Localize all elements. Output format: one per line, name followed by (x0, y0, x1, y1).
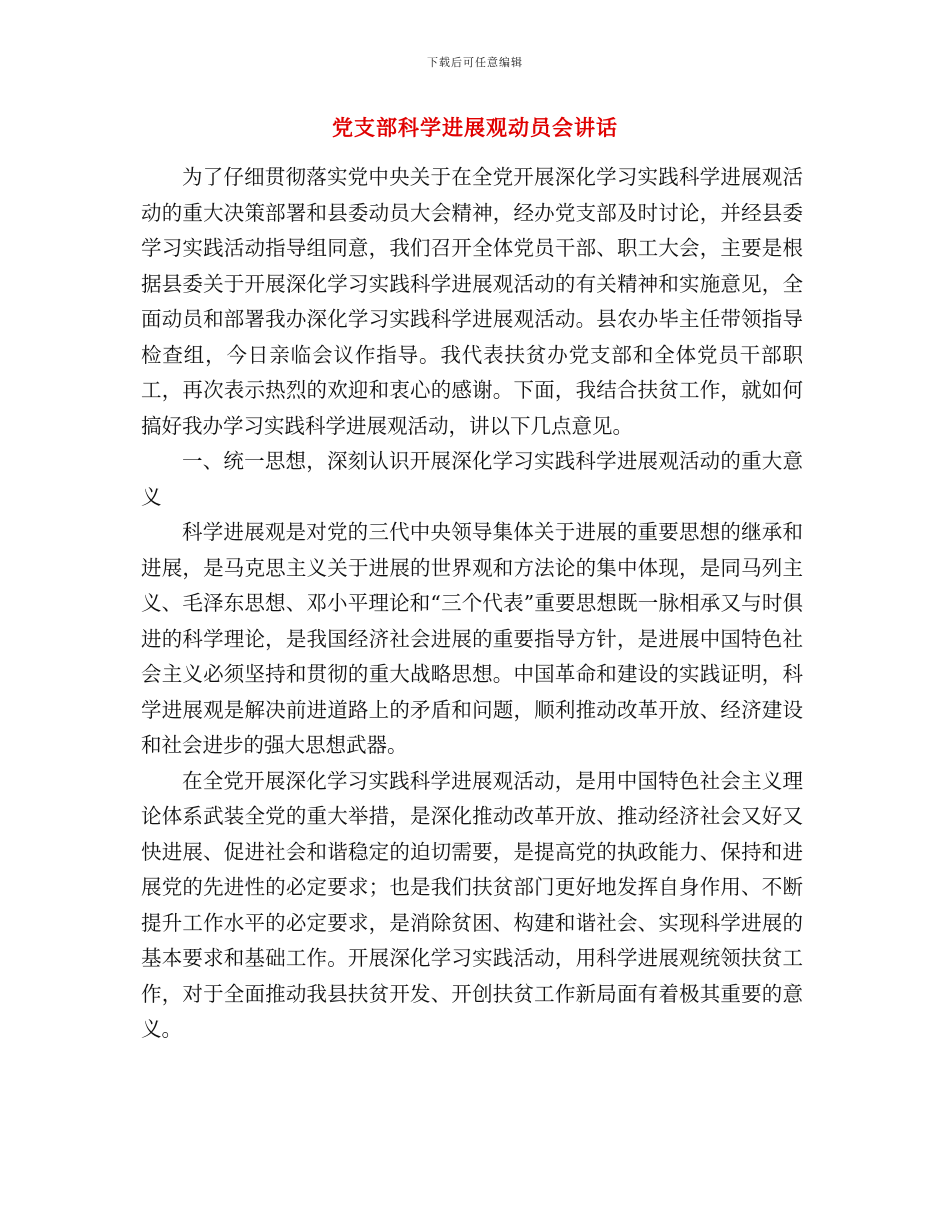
paragraph-scientific-outlook: 科学进展观是对党的三代中央领导集体关于进展的重要思想的继承和进展，是马克思主义关于进展的世界观和方法论的集中体现，是同马列主义、毛泽东思想、邓小平理论和“三个代表”重要思想既一脉相承又与时俱进的科学理论，是我国经济社会进展的重要指导方针，是进展中国特色社会主义必须坚持和贯彻的重大战略思想。中国革命和建设的实践证明，科学进展观是解决前进道路上的矛盾和问题，顺利推动改革开放、经济建设和社会进步的强大思想武器。 (141, 520, 803, 757)
header-note: 下载后可任意编辑 (427, 56, 523, 69)
document-body (141, 160, 803, 1048)
section-heading-1: 一、统一思想，深刻认识开展深化学习实践科学进展观活动的重大意义 (141, 449, 803, 509)
paragraph-significance: 在全党开展深化学习实践科学进展观活动，是用中国特色社会主义理论体系武装全党的重大举措，是深化推动改革开放、推动经济社会又好又快进展、促进社会和谐稳定的迫切需要，是提高党的执政能力、保持和进展党的先进性的必定要求；也是我们扶贫部门更好地发挥自身作用、不断提升工作水平的必定要求，是消除贫困、构建和谐社会、实现科学进展的基本要求和基础工作。开展深化学习实践活动，用科学进展观统领扶贫工作，对于全面推动我县扶贫开发、开创扶贫工作新局面有着极其重要的意义。 (141, 768, 803, 1041)
document-title: 党支部科学进展观动员会讲话 (332, 115, 618, 140)
paragraph-intro: 为了仔细贯彻落实党中央关于在全党开展深化学习实践科学进展观活动的重大决策部署和县委动员大会精神，经办党支部及时讨论，并经县委学习实践活动指导组同意，我们召开全体党员干部、职工大会，主要是根据县委关于开展深化学习实践科学进展观活动的有关精神和实施意见，全面动员和部署我办深化学习实践科学进展观活动。县农办毕主任带领指导检查组，今日亲临会议作指导。我代表扶贫办党支部和全体党员干部职工，再次表示热烈的欢迎和衷心的感谢。下面，我结合扶贫工作，就如何搞好我办学习实践科学进展观活动，讲以下几点意见。 (141, 165, 803, 438)
